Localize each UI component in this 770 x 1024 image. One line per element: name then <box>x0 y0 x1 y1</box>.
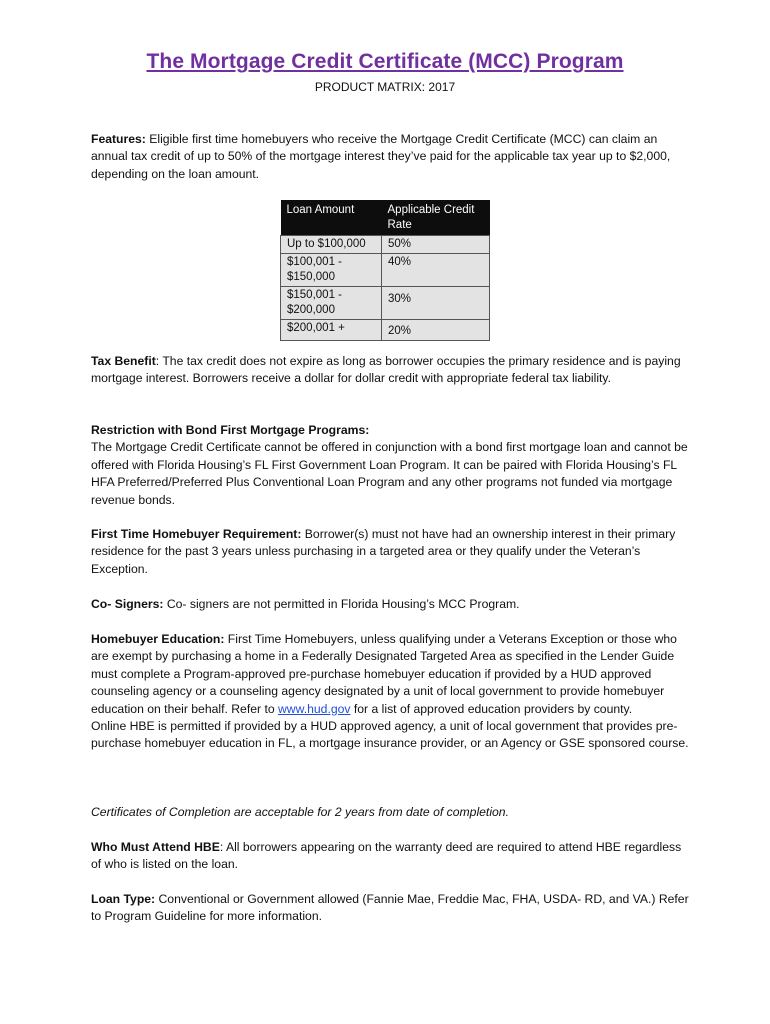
certificates-note-text: Certificates of Completion are acceptable for 2 years from date of completion. <box>91 805 509 819</box>
co-signers-label: Co- Signers: <box>91 597 164 611</box>
table-row <box>281 287 490 320</box>
first-time-label: First Time Homebuyer Requirement: <box>91 527 302 541</box>
features-text: Eligible first time homebuyers who receive the Mortgage Credit Certificate (MCC) can claim an annual tax credit of up to 50% of the mortgage interest they’ve paid for the applicable tax year up to $2,000, depending on the loan amount. <box>91 132 671 181</box>
hud-link[interactable]: www.hud.gov <box>278 701 351 716</box>
education-label: Homebuyer Education: <box>91 632 225 646</box>
credit-rate-cell: 30% <box>382 287 490 320</box>
who-must-attend-text: : All borrowers appearing on the warranty deed are required to attend HBE regardless of who is listed on the loan. <box>91 840 682 872</box>
page-subtitle: PRODUCT MATRIX: 2017 <box>314 80 456 94</box>
first-time-text: Borrower(s) must not have had an ownership interest in their primary residence for the past 3 years unless purchasing in a targeted area or they qualify under the Veteran’s Exception. <box>91 527 676 576</box>
tax-benefit-label: Tax Benefit <box>91 354 156 368</box>
loan-amount-cell: $200,001 + <box>281 320 382 341</box>
table-header-row <box>281 200 490 236</box>
credit-rate-cell: 40% <box>382 254 490 287</box>
restriction-text: The Mortgage Credit Certificate cannot be offered in conjunction with a bond first mortgage loan and cannot be offered with Florida Housing’s FL First Government Loan Program. It can be paired with Florida Housing’s FL HFA Preferred/Preferred Plus Conventional Loan Program and any other programs not funded via mortgage revenue bonds. <box>91 440 688 507</box>
loan-amount-cell: $150,001 - $200,000 <box>281 287 382 320</box>
who-must-attend-paragraph <box>91 839 691 874</box>
table-row <box>281 254 490 287</box>
restriction-paragraph <box>91 422 691 509</box>
tax-benefit-text: : The tax credit does not expire as long as borrower occupies the primary residence and is paying mortgage interest. Borrowers receive a dollar for dollar credit with appropriate federal tax liability. <box>91 354 681 386</box>
tax-benefit-paragraph <box>91 353 691 388</box>
education-text-after-link: for a list of approved education providers by county. <box>350 701 633 716</box>
header-credit-rate: Applicable Credit Rate <box>382 200 490 236</box>
restriction-label: Restriction with Bond First Mortgage Programs: <box>91 423 370 437</box>
loan-type-text: Conventional or Government allowed (Fannie Mae, Freddie Mac, FHA, USDA- RD, and VA.) Refer to Program Guideline for more information. <box>91 892 689 924</box>
features-paragraph <box>91 131 691 183</box>
table-row <box>281 236 490 254</box>
online-hbe-text: Online HBE is permitted if provided by a HUD approved agency, a unit of local government that provides pre-purchase homebuyer education in FL, a mortgage insurance provider, or an Agency or GSE sponsored course. <box>91 719 689 751</box>
table-row <box>281 320 490 341</box>
credit-rate-table <box>280 200 490 341</box>
certificates-note <box>91 804 691 821</box>
first-time-paragraph <box>91 526 691 578</box>
credit-rate-cell: 50% <box>382 236 490 254</box>
loan-type-label: Loan Type: <box>91 892 156 906</box>
credit-rate-cell: 20% <box>382 320 490 341</box>
page-title: The Mortgage Credit Certificate (MCC) Program <box>146 50 624 73</box>
loan-type-paragraph <box>91 891 691 926</box>
education-paragraph <box>91 631 691 753</box>
co-signers-text: Co- signers are not permitted in Florida Housing’s MCC Program. <box>163 597 520 611</box>
who-must-attend-label: Who Must Attend HBE <box>91 840 220 854</box>
loan-amount-cell: Up to $100,000 <box>281 236 382 254</box>
education-text: First Time Homebuyers, unless qualifying under a Veterans Exception or those who are exempt by purchasing a home in a Federally Designated Targeted Area as specified in the Lender Guide must complete a Program-approved pre-purchase homebuyer education if provided by a HUD approved counseling agency or a counseling agency designated by a unit of local government to provide homebuyer education on their behalf. Refer to <box>91 632 677 716</box>
loan-amount-cell: $100,001 - $150,000 <box>281 254 382 287</box>
header-loan-amount: Loan Amount <box>281 200 382 236</box>
features-label: Features: <box>91 132 146 146</box>
co-signers-paragraph <box>91 596 691 613</box>
